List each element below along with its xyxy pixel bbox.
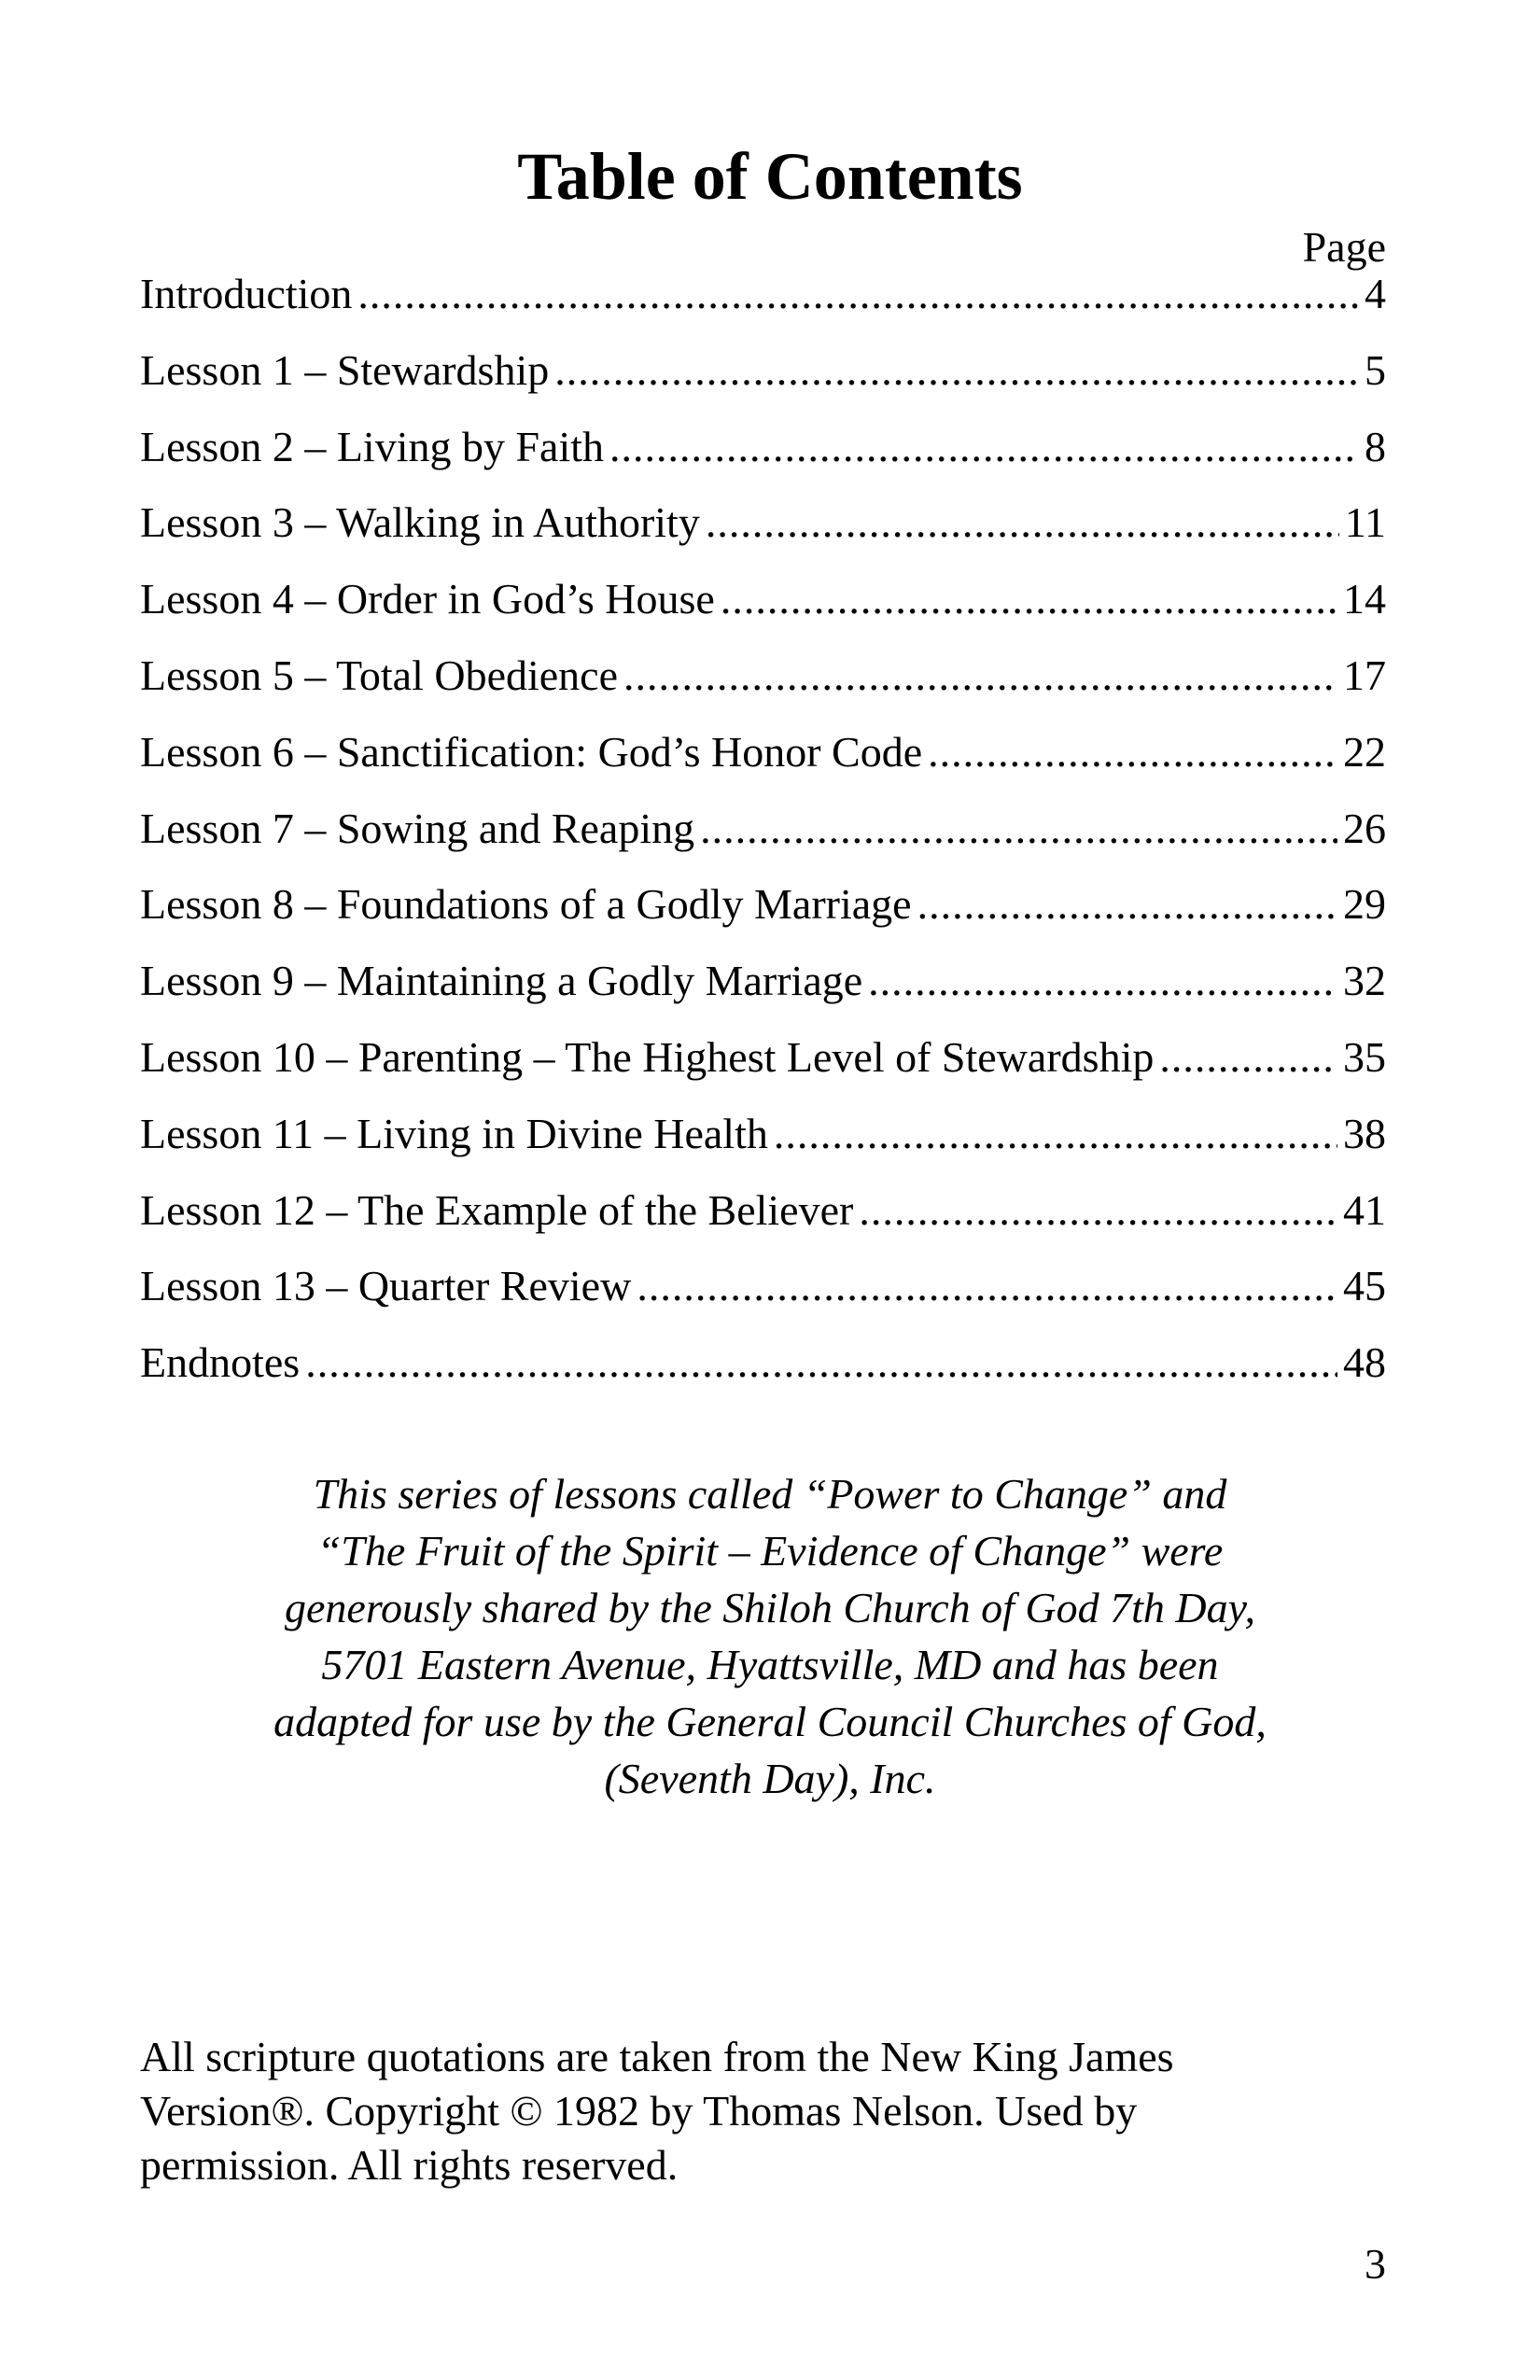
toc-entry-title: Lesson 5 – Total Obedience [140,651,619,699]
toc-entry-page: 4 [1365,270,1386,317]
toc-entry-title: Endnotes [140,1338,301,1387]
toc-entry-lesson-7[interactable] [140,803,1386,879]
toc-entry-title: Introduction [140,270,353,317]
attribution-note-line: 5701 Eastern Avenue, Hyattsville, MD and has been [321,1641,1219,1688]
dot-leader [305,1337,1337,1388]
toc-entry-title: Lesson 4 – Order in God’s House [140,575,715,623]
toc-entry-lesson-4[interactable] [140,573,1386,650]
dot-leader [721,573,1337,624]
attribution-note-line: “The Fruit of the Spirit – Evidence of Change” were [316,1527,1224,1575]
page-column-header: Page [1302,223,1386,271]
toc-entry-page: 14 [1343,575,1386,623]
attribution-note [159,1465,1381,1807]
dot-leader [868,955,1337,1006]
page-title: Table of Contents [517,139,1023,214]
toc-entry-title: Lesson 10 – Parenting – The Highest Level of Stewardship [140,1032,1155,1081]
toc-entry-introduction[interactable] [140,268,1386,344]
dot-leader [859,1184,1337,1236]
toc-entry-lesson-2[interactable] [140,421,1386,497]
toc-entry-title: Lesson 6 – Sanctification: God’s Honor Code [140,727,923,776]
toc-entry-page: 38 [1343,1109,1386,1157]
toc-entry-lesson-1[interactable] [140,344,1386,421]
dot-leader [357,268,1359,319]
toc-entry-title: Lesson 13 – Quarter Review [140,1262,632,1310]
toc-entry-page: 5 [1365,345,1386,394]
toc-entry-page: 11 [1344,498,1386,547]
toc-entry-page: 35 [1343,1032,1386,1081]
toc-entry-page: 26 [1343,804,1386,852]
toc-entry-lesson-9[interactable] [140,955,1386,1031]
attribution-note-line: This series of lessons called “Power to Change” and [313,1470,1227,1518]
dot-leader [623,650,1337,701]
toc-entry-lesson-13[interactable] [140,1260,1386,1337]
page-number: 3 [1365,2240,1386,2288]
dot-leader [609,421,1359,472]
attribution-note-line: generously shared by the Shiloh Church of God 7th Day, [285,1584,1255,1631]
dot-leader [928,726,1337,777]
dot-leader [706,497,1339,548]
toc-entry-title: Lesson 9 – Maintaining a Godly Marriage [140,957,863,1005]
table-of-contents [140,268,1386,1413]
toc-entry-title: Lesson 1 – Stewardship [140,345,550,394]
copyright-line: permission. All rights reserved. [140,2141,679,2189]
dot-leader [637,1260,1337,1311]
toc-entry-lesson-3[interactable] [140,497,1386,573]
toc-entry-page: 17 [1343,651,1386,699]
attribution-note-line: (Seventh Day), Inc. [604,1755,936,1802]
toc-entry-lesson-6[interactable] [140,726,1386,803]
toc-entry-page: 32 [1343,957,1386,1005]
scripture-copyright-notice [140,2030,1386,2192]
toc-entry-page: 29 [1343,880,1386,929]
toc-entry-lesson-8[interactable] [140,878,1386,955]
copyright-line: Version®. Copyright © 1982 by Thomas Nelson. Used by [140,2087,1138,2135]
toc-entry-page: 41 [1343,1185,1386,1234]
toc-entry-lesson-10[interactable] [140,1031,1386,1108]
dot-leader [1159,1031,1337,1083]
dot-leader [554,344,1359,396]
attribution-note-line: adapted for use by the General Council Churches of God, [273,1698,1267,1745]
toc-entry-title: Lesson 3 – Walking in Authority [140,498,700,547]
copyright-line: All scripture quotations are taken from the New King James [140,2033,1174,2080]
toc-entry-title: Lesson 2 – Living by Faith [140,422,605,470]
toc-entry-lesson-12[interactable] [140,1184,1386,1261]
toc-entry-title: Lesson 12 – The Example of the Believer [140,1185,854,1234]
toc-entry-title: Lesson 8 – Foundations of a Godly Marriage [140,880,912,929]
toc-entry-lesson-5[interactable] [140,650,1386,726]
toc-entry-page: 8 [1365,422,1386,470]
dot-leader [700,803,1337,854]
toc-entry-page: 45 [1343,1262,1386,1310]
toc-entry-lesson-11[interactable] [140,1108,1386,1184]
toc-entry-title: Lesson 11 – Living in Divine Health [140,1109,768,1157]
dot-leader [917,878,1337,930]
toc-entry-page: 22 [1343,727,1386,776]
dot-leader [774,1108,1337,1159]
toc-entry-endnotes[interactable] [140,1337,1386,1413]
toc-entry-page: 48 [1343,1338,1386,1387]
toc-entry-title: Lesson 7 – Sowing and Reaping [140,804,695,852]
